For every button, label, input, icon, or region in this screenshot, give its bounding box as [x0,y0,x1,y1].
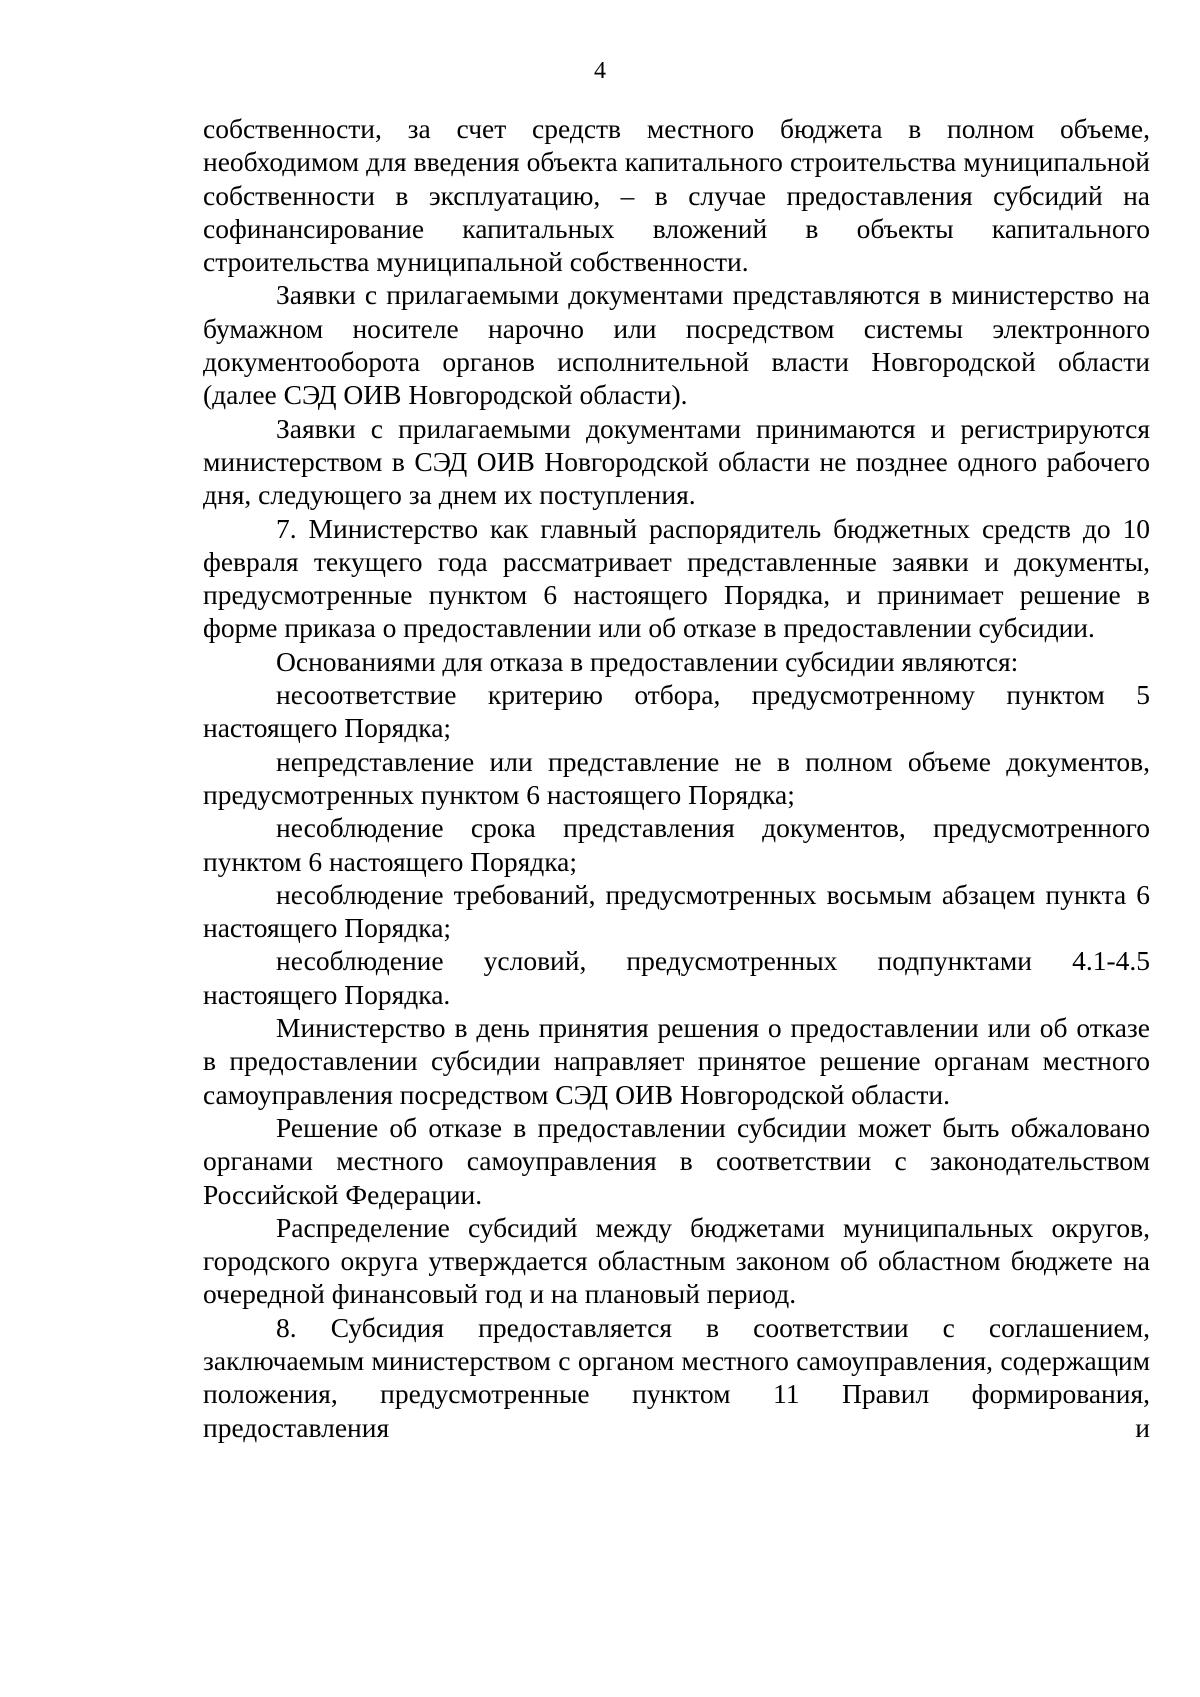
paragraph-refusal-ground-3: несоблюдение срока представления документов, предусмотренного пунктом 6 настоящего Порядка; [203,812,1150,877]
paragraph-distribution: Распределение субсидий между бюджетами муниципальных округов, городского округа утверждается областным законом об областном бюджете на очередной финансовый год и на плановый период. [203,1211,1150,1310]
paragraph-continuation: собственности, за счет средств местного бюджета в полном объеме, необходимом для введения объекта капитального строительства муниципальной собственности в эксплуатацию, – в случае предоставления субсидий на софинансирование капитальных вложений в объекты капитального строительства муниципальной собственности. [203,113,1150,278]
paragraph-refusal-grounds-intro: Основаниями для отказа в предоставлении субсидии являются: [276,645,1019,677]
paragraph-refusal-ground-2: непредставление или представление не в полном объеме документов, предусмотренных пунктом 6 настоящего Порядка; [203,745,1150,810]
paragraph-applications-submission: Заявки с прилагаемыми документами представляются в министерство на бумажном носителе нарочно или посредством системы электронного документооборота органов исполнительной власти Новгородской области (далее СЭД ОИВ Новгородской области). [203,279,1150,411]
paragraph-refusal-ground-5: несоблюдение условий, предусмотренных подпунктами 4.1-4.5 настоящего Порядка. [203,945,1150,1010]
document-body [203,112,1150,1444]
paragraph-refusal-ground-1: несоответствие критерию отбора, предусмотренному пунктом 5 настоящего Порядка; [203,679,1150,744]
page-number: 4 [594,58,606,84]
paragraph-decision-notice: Министерство в день принятия решения о предоставлении или об отказе в предоставлении субсидии направляет принятое решение органам местного самоуправления посредством СЭД ОИВ Новгородской области. [203,1012,1150,1110]
paragraph-item-8: 8. Субсидия предоставляется в соответствии с соглашением, заключаемым министерством с органом местного самоуправления, содержащим положения, предусмотренные пунктом 11 Правил формирования, предоставления и [203,1311,1150,1443]
paragraph-refusal-ground-4: несоблюдение требований, предусмотренных восьмым абзацем пункта 6 настоящего Порядка; [203,878,1150,944]
paragraph-item-7: 7. Министерство как главный распорядитель бюджетных средств до 10 февраля текущего года рассматривает представленные заявки и документы, предусмотренные пунктом 6 настоящего Порядка, и принимает решение в форме приказа о предоставлении или об отказе в предоставлении субсидии. [203,512,1150,644]
paragraph-appeal: Решение об отказе в предоставлении субсидии может быть обжаловано органами местного самоуправления в соответствии с законодательством Российской Федерации. [203,1111,1150,1210]
paragraph-applications-registration: Заявки с прилагаемыми документами принимаются и регистрируются министерством в СЭД ОИВ Новгородской области не позднее одного рабочего дня, следующего за днем их поступления. [203,412,1150,511]
